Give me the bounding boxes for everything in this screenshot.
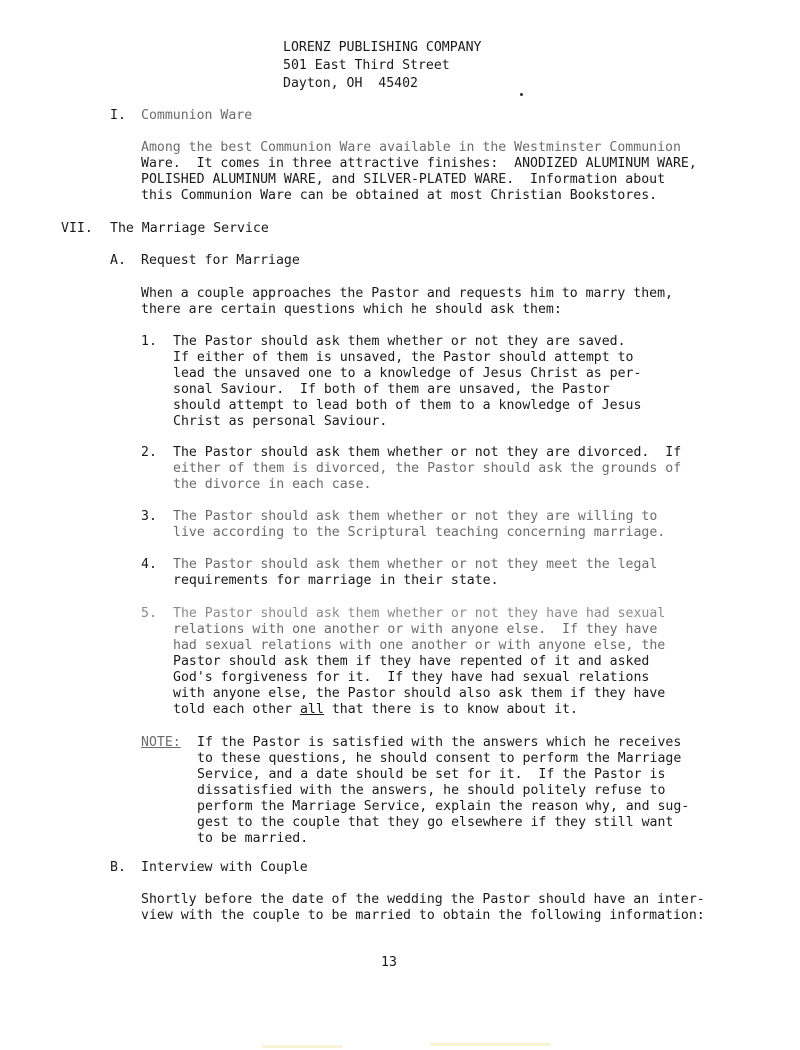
sub-b-title: Interview with Couple xyxy=(141,860,308,875)
item-2-line: The Pastor should ask them whether or not they are divorced. If xyxy=(173,445,682,460)
item-5-line: had sexual relations with one another or with anyone else, the xyxy=(173,638,666,653)
note-line: dissatisfied with the answers, he should politely refuse to xyxy=(197,783,666,798)
item-4-line: requirements for marriage in their state. xyxy=(173,573,499,588)
item-1-line: lead the unsaved one to a knowledge of Jesus Christ as per- xyxy=(173,366,642,381)
section-i-line-4: this Communion Ware can be obtained at most Christian Bookstores. xyxy=(141,188,658,203)
sub-a-title: Request for Marriage xyxy=(141,253,300,268)
item-5-line: relations with one another or with anyone else. If they have xyxy=(173,622,658,637)
sub-b-line-1: Shortly before the date of the wedding the Pastor should have an inter- xyxy=(141,892,705,907)
item-5-last-line xyxy=(173,702,578,718)
item-1-line: sonal Saviour. If both of them are unsaved, the Pastor xyxy=(173,382,610,397)
underlined-word-all: all xyxy=(300,702,324,717)
item-5-line: The Pastor should ask them whether or not they have had sexual xyxy=(173,606,666,621)
company-city: Dayton, OH 45402 xyxy=(283,76,418,91)
item-3-line: live according to the Scriptural teaching concerning marriage. xyxy=(173,525,666,540)
note-line: gest to the couple that they go elsewhere if they still want xyxy=(197,815,674,830)
sub-b-number: B. xyxy=(110,860,126,875)
page-number: 13 xyxy=(381,955,397,970)
item-4-line: The Pastor should ask them whether or not they meet the legal xyxy=(173,557,658,572)
item-1-line: The Pastor should ask them whether or not they are saved. xyxy=(173,334,626,349)
note-line: perform the Marriage Service, explain the reason why, and sug- xyxy=(197,799,690,814)
sub-a-intro-1: When a couple approaches the Pastor and requests him to marry them, xyxy=(141,286,673,301)
scan-artifact xyxy=(430,1043,550,1046)
item-5-last-pre: told each other xyxy=(173,702,301,717)
company-street: 501 East Third Street xyxy=(283,58,450,73)
note-line: to be married. xyxy=(197,831,309,846)
item-3-number: 3. xyxy=(141,509,157,524)
stray-mark xyxy=(520,93,523,96)
item-5-last-post: that there is to know about it. xyxy=(323,702,578,717)
section-vii-title: The Marriage Service xyxy=(110,221,269,236)
company-name: LORENZ PUBLISHING COMPANY xyxy=(283,40,482,55)
sub-a-number: A. xyxy=(110,253,126,268)
section-i-line-1: Among the best Communion Ware available in the Westminster Communion xyxy=(141,140,681,155)
section-i-line-2: Ware. It comes in three attractive finishes: ANODIZED ALUMINUM WARE, xyxy=(141,156,697,171)
note-line: Service, and a date should be set for it. If the Pastor is xyxy=(197,767,666,782)
item-4-number: 4. xyxy=(141,557,157,572)
section-vii-number: VII. xyxy=(61,221,93,236)
note-line: to these questions, he should consent to perform the Marriage xyxy=(197,751,682,766)
item-2-line: either of them is divorced, the Pastor should ask the grounds of xyxy=(173,461,682,476)
item-5-line: God's forgiveness for it. If they have had sexual relations xyxy=(173,670,650,685)
item-2-line: the divorce in each case. xyxy=(173,477,372,492)
item-5-line: with anyone else, the Pastor should also ask them if they have xyxy=(173,686,666,701)
sub-a-intro-2: there are certain questions which he should ask them: xyxy=(141,302,562,317)
note-label: NOTE: xyxy=(141,735,181,750)
section-i-title: Communion Ware xyxy=(141,108,253,123)
item-1-line: If either of them is unsaved, the Pastor should attempt to xyxy=(173,350,634,365)
scan-artifact xyxy=(262,1045,342,1048)
item-1-line: should attempt to lead both of them to a knowledge of Jesus xyxy=(173,398,642,413)
section-i-number: I. xyxy=(110,108,126,123)
item-1-line: Christ as personal Saviour. xyxy=(173,414,388,429)
item-5-number: 5. xyxy=(141,606,157,621)
item-2-number: 2. xyxy=(141,445,157,460)
item-5-line: Pastor should ask them if they have repented of it and asked xyxy=(173,654,650,669)
item-1-number: 1. xyxy=(141,334,157,349)
section-i-line-3: POLISHED ALUMINUM WARE, and SILVER-PLATED WARE. Information about xyxy=(141,172,666,187)
note-line: If the Pastor is satisfied with the answers which he receives xyxy=(197,735,682,750)
item-3-line: The Pastor should ask them whether or not they are willing to xyxy=(173,509,658,524)
sub-b-line-2: view with the couple to be married to obtain the following information: xyxy=(141,908,705,923)
